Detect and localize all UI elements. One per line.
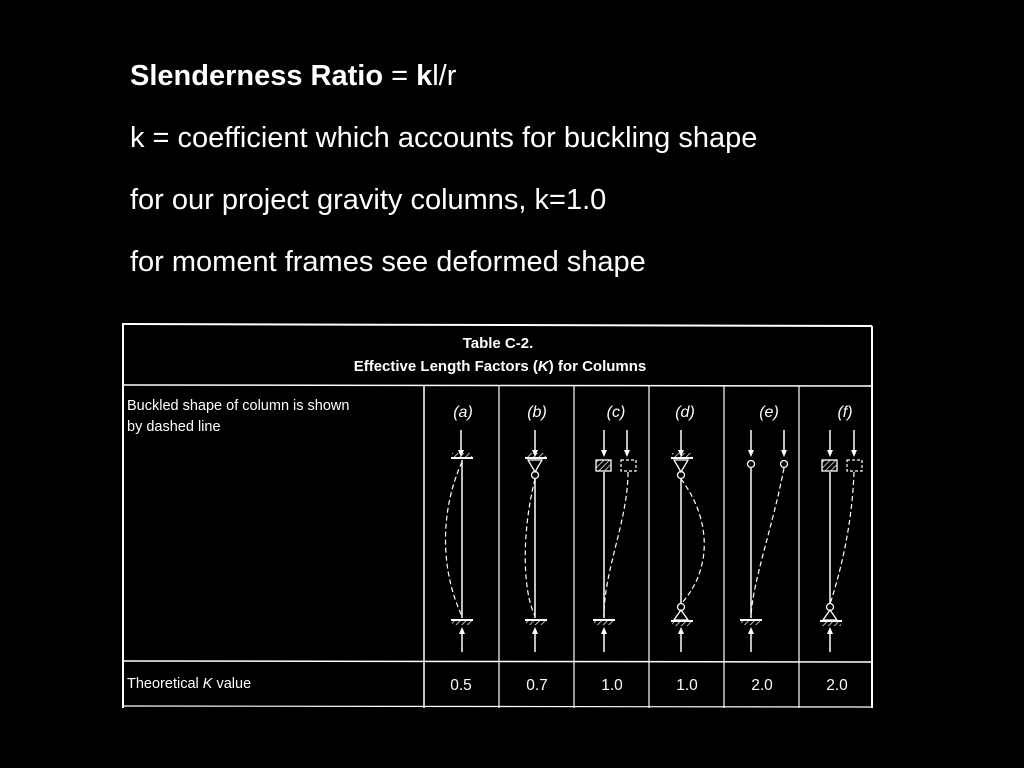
k-row-label — [127, 676, 251, 692]
case-label-c: (c) — [606, 404, 626, 421]
shape-note-line1: Buckled shape of column is shown — [127, 398, 350, 414]
moment-frames-line: for moment frames see deformed shape — [130, 246, 646, 278]
k-value-f: 2.0 — [826, 677, 848, 694]
k-row-label-after: value — [212, 676, 252, 692]
case-label-a: (a) — [453, 404, 473, 421]
column-diagram-a — [446, 430, 474, 652]
case-label-b: (b) — [527, 404, 547, 421]
column-diagram-b — [525, 430, 547, 652]
k-value-a: 0.5 — [450, 677, 472, 694]
k-row-label-symbol: K — [202, 676, 213, 692]
k-value-c: 1.0 — [601, 677, 623, 694]
k-definition-line: k = coefficient which accounts for buckling shape — [130, 122, 758, 154]
table-grid — [123, 323, 872, 708]
table-subtitle-before: Effective Length Factors ( — [353, 358, 538, 375]
table-title: Table C-2. — [462, 335, 534, 352]
k-symbol: k — [416, 60, 433, 92]
k-value-e: 2.0 — [751, 677, 773, 694]
k-value-d: 1.0 — [676, 677, 698, 694]
case-label-f: (f) — [837, 404, 853, 421]
k-value-b: 0.7 — [526, 677, 548, 694]
k-row-label-before: Theoretical — [127, 676, 203, 692]
case-label-d: (d) — [675, 404, 695, 421]
case-label-e: (e) — [759, 404, 779, 421]
column-diagram-c — [593, 430, 636, 652]
slenderness-term: Slenderness Ratio — [130, 60, 384, 92]
column-diagram-e — [740, 430, 788, 652]
shape-note-line2: by dashed line — [127, 419, 221, 435]
equals-sign: = — [383, 60, 417, 92]
table-subtitle-after: ) for Columns — [548, 358, 647, 375]
column-diagram-f — [820, 430, 862, 652]
table-subtitle-symbol: K — [537, 358, 549, 375]
gravity-columns-line: for our project gravity columns, k=1.0 — [130, 184, 607, 216]
formula-rest: l/r — [432, 60, 457, 92]
table-subtitle — [354, 358, 647, 375]
column-diagram-d — [671, 430, 704, 652]
